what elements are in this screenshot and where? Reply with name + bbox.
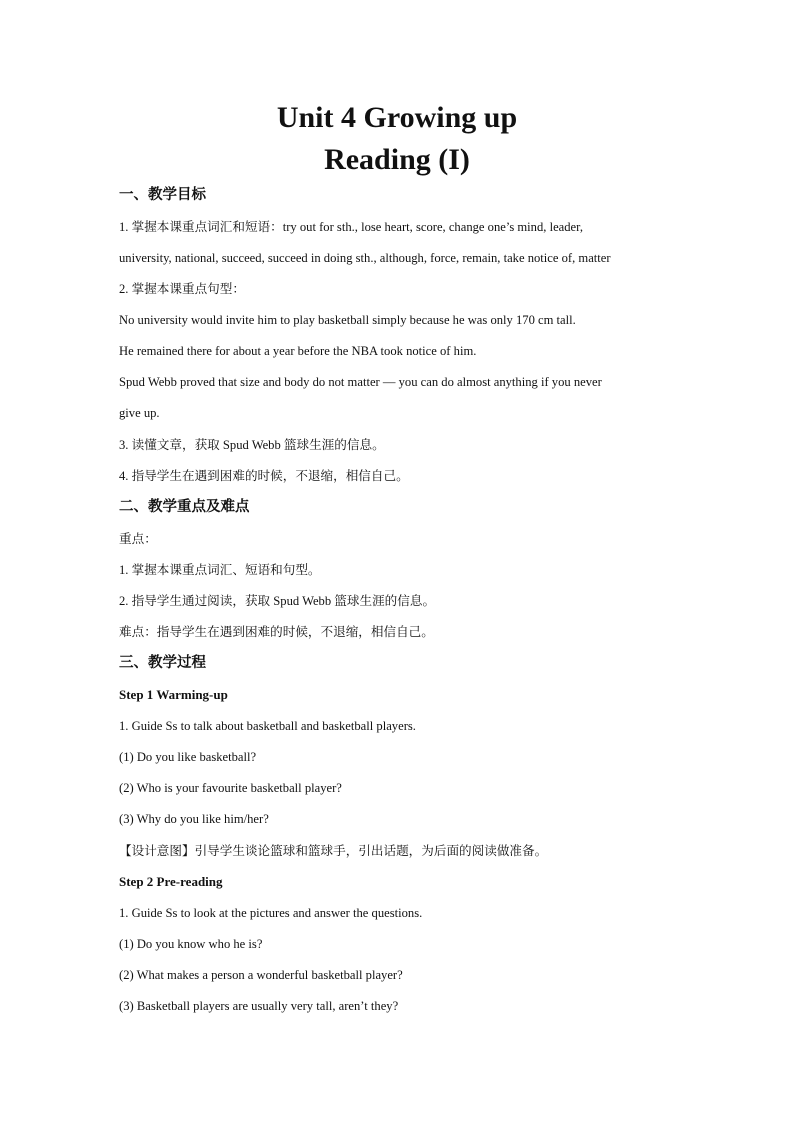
key-label: 重点： xyxy=(119,532,157,546)
step-1-question-3: (3) Why do you like him/her? xyxy=(119,812,269,826)
section-heading-objectives: 一、教学目标 xyxy=(119,187,206,203)
step-1-question-1: (1) Do you like basketball? xyxy=(119,750,257,764)
step-2-question-2: (2) What makes a person a wonderful basketball player? xyxy=(119,968,403,982)
key-sentence-3-line-1: Spud Webb proved that size and body do not matter — you can do almost anything if you never xyxy=(119,375,602,389)
key-point-1: 1. 掌握本课重点词汇、短语和句型。 xyxy=(119,563,321,577)
section-heading-keypoints: 二、教学重点及难点 xyxy=(119,499,250,515)
difficulty: 难点：指导学生在遇到困难的时候，不退缩，相信自己。 xyxy=(119,625,434,639)
step-1-question-2: (2) Who is your favourite basketball player? xyxy=(119,781,342,795)
step-2-heading: Step 2 Pre-reading xyxy=(119,874,223,889)
key-point-2: 2. 指导学生通过阅读，获取 Spud Webb 篮球生涯的信息。 xyxy=(119,594,436,608)
doc-subtitle: Reading (I) xyxy=(324,143,470,176)
key-sentence-2: He remained there for about a year before the NBA took notice of him. xyxy=(119,344,477,358)
objective-1-line-1: 1. 掌握本课重点词汇和短语：try out for sth., lose heart, score, change one’s mind, leader, xyxy=(119,220,583,234)
objective-1-line-2: university, national, succeed, succeed in doing sth., although, force, remain, take notice of, matter xyxy=(119,251,611,265)
step-1-task: 1. Guide Ss to talk about basketball and basketball players. xyxy=(119,719,416,733)
design-intent: 【设计意图】引导学生谈论篮球和篮球手，引出话题，为后面的阅读做准备。 xyxy=(119,844,548,858)
objective-4: 4. 指导学生在遇到困难的时候，不退缩，相信自己。 xyxy=(119,469,409,483)
objective-2: 2. 掌握本课重点句型： xyxy=(119,282,245,296)
step-2-question-1: (1) Do you know who he is? xyxy=(119,937,263,951)
objective-3: 3. 读懂文章，获取 Spud Webb 篮球生涯的信息。 xyxy=(119,438,385,452)
key-sentence-1: No university would invite him to play basketball simply because he was only 170 cm tall. xyxy=(119,313,576,327)
step-2-task: 1. Guide Ss to look at the pictures and answer the questions. xyxy=(119,906,423,920)
section-heading-process: 三、教学过程 xyxy=(119,655,206,671)
doc-title: Unit 4 Growing up xyxy=(276,101,518,134)
step-1-heading: Step 1 Warming-up xyxy=(119,687,228,702)
key-sentence-3-line-2: give up. xyxy=(119,406,160,420)
step-2-question-3: (3) Basketball players are usually very tall, aren’t they? xyxy=(119,999,399,1013)
